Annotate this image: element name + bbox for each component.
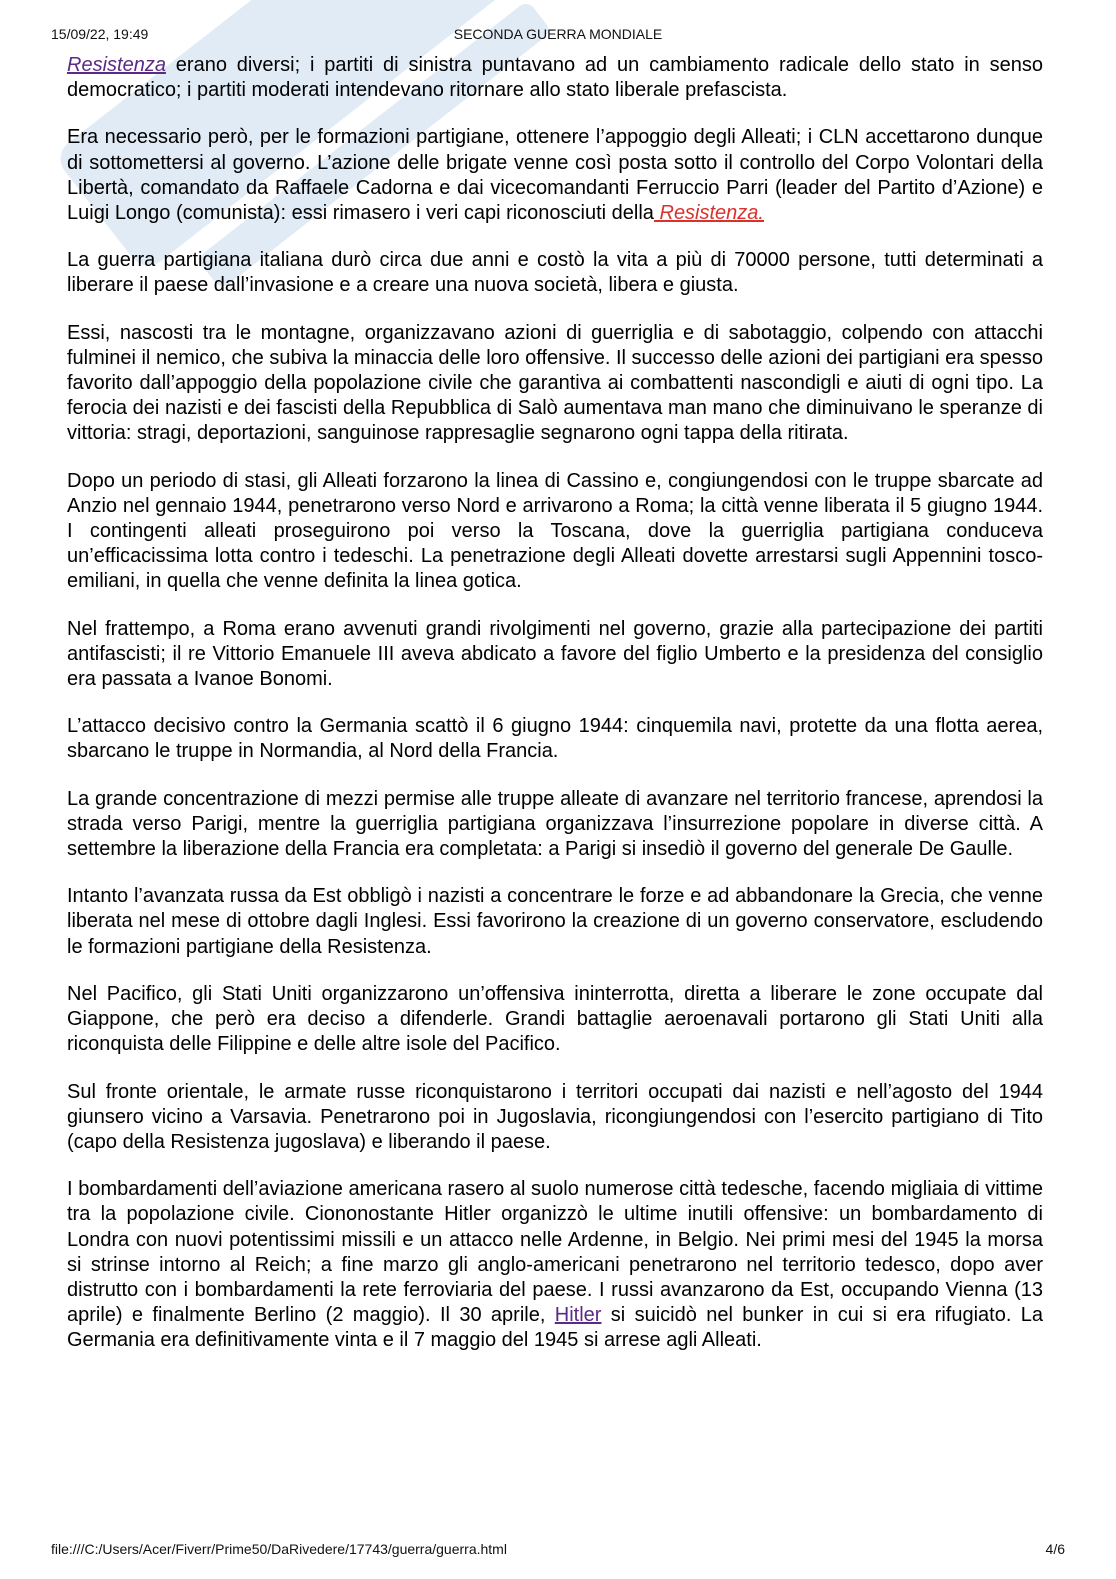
paragraph-5: Dopo un periodo di stasi, gli Alleati forzarono la linea di Cassino e, congiungendosi con le truppe sbarcate ad Anzio nel gennaio 1944, penetrarono verso Nord e arrivarono a Roma; la città venne liberata il 5 giugno 1944. I contingenti alleati proseguirono poi verso la Toscana, dove la guerriglia partigiana conduceva un’efficacissima lotta contro i tedeschi. La penetrazione degli Alleati dovette arrestarsi sugli Appennini tosco-emiliani, in quella che venne definita la linea gotica.	[67, 469, 1043, 593]
paragraph-9: Intanto l’avanzata russa da Est obbligò i nazisti a concentrare le forze e ad abbandonare la Grecia, che venne liberata nel mese di ottobre dagli Inglesi. Essi favorirono la creazione di un governo conservatore, escludendo le formazioni partigiane della Resistenza.	[67, 885, 1043, 958]
print-datetime: 15/09/22, 19:49	[51, 26, 149, 42]
article-body	[67, 53, 1043, 1376]
hitler-link[interactable]: Hitler	[554, 1304, 602, 1327]
paragraph-2: Era necessario però, per le formazioni partigiane, ottenere l’appoggio degli Alleati; i CLN accettarono dunque di sottomettersi al governo. L’azione delle brigate venne così posta sotto il controllo del Corpo Volontari della Libertà, comandato da Raffaele Cadorna e dai vicecomandanti Ferruccio Parri (leader del Partito d’Azione) e Luigi Longo (comunista): essi rimasero i veri capi riconosciuti della Resistenza.	[67, 126, 1043, 225]
page-number: 4/6	[1045, 1541, 1065, 1557]
page-header	[51, 26, 1065, 46]
paragraph-10: Nel Pacifico, gli Stati Uniti organizzarono un’offensiva ininterrotta, diretta a liberare le zone occupate dal Giappone, che però era deciso a difenderle. Grandi battaglie aeroenavali portarono gli Stati Uniti alla riconquista delle Filippine e delle altre isole del Pacifico.	[67, 982, 1043, 1056]
document-title: SECONDA GUERRA MONDIALE	[453, 26, 663, 42]
paragraph-1: Resistenza erano diversi; i partiti di sinistra puntavano ad un cambiamento radicale dello stato in senso democratico; i partiti moderati intendevano ritornare allo stato liberale prefascista.	[67, 54, 1043, 102]
paragraph-3: La guerra partigiana italiana durò circa due anni e costò la vita a più di 70000 persone, tutti determinati a liberare il paese dall’invasione e a creare una nuova società, libera e giusta.	[67, 249, 1043, 297]
paragraph-7: L’attacco decisivo contro la Germania scattò il 6 giugno 1944: cinquemila navi, protette da una flotta aerea, sbarcano le truppe in Normandia, al Nord della Francia.	[67, 715, 1043, 763]
paragraph-4: Essi, nascosti tra le montagne, organizzavano azioni di guerriglia e di sabotaggio, colpendo con attacchi fulminei il nemico, che subiva la minaccia delle loro offensive. Il successo delle azioni dei partigiani era spesso favorito dall’appoggio della popolazione civile che garantiva ai combattenti nascondigli e aiuti di ogni tipo. La ferocia dei nazisti e dei fascisti della Repubblica di Salò aumentava man mano che diminuivano le speranze di vittoria: stragi, deportazioni, sanguinose rappresaglie segnarono ogni tappa della ritirata.	[67, 321, 1043, 445]
file-path: file:///C:/Users/Acer/Fiverr/Prime50/DaRivedere/17743/guerra/guerra.html	[51, 1541, 507, 1557]
paragraph-6: Nel frattempo, a Roma erano avvenuti grandi rivolgimenti nel governo, grazie alla partecipazione dei partiti antifascisti; il re Vittorio Emanuele III aveva abdicato a favore del figlio Umberto e la presidenza del consiglio era passata a Ivanoe Bonomi.	[67, 617, 1043, 691]
resistenza-link-2[interactable]: Resistenza.	[653, 202, 764, 225]
page-footer	[51, 1541, 1065, 1561]
resistenza-link[interactable]: Resistenza	[67, 54, 166, 76]
paragraph-8: La grande concentrazione di mezzi permise alle truppe alleate di avanzare nel territorio francese, aprendosi la strada verso Parigi, mentre la guerriglia partigiana organizzava l’insurrezione popolare in diverse città. A settembre la liberazione della Francia era completata: a Parigi si insediò il governo del generale De Gaulle.	[67, 787, 1043, 861]
paragraph-11: Sul fronte orientale, le armate russe riconquistarono i territori occupati dai nazisti e nell’agosto del 1944 giunsero vicino a Varsavia. Penetrarono poi in Jugoslavia, ricongiungendosi con l’esercito partigiano di Tito (capo della Resistenza jugoslava) e liberando il paese.	[67, 1080, 1043, 1153]
paragraph-12: I bombardamenti dell’aviazione americana rasero al suolo numerose città tedesche, facendo migliaia di vittime tra la popolazione civile. Ciononostante Hitler organizzò le ultime inutili offensive: un bombardamento di Londra con nuovi potentissimi missili e un attacco nelle Ardenne, in Belgio. Nei primi mesi del 1945 la morsa si strinse intorno al Reich; a fine marzo gli anglo-americani penetrarono nel territorio tedesco, dopo aver distrutto con i bombardamenti la rete ferroviaria del paese. I russi avanzarono da Est, occupando Vienna (13 aprile) e finalmente Berlino (2 maggio). Il 30 aprile, Hitler si suicidò nel bunker in cui si era rifugiato. La Germania era definitivamente vinta e il 7 maggio del 1945 si arrese agli Alleati.	[67, 1178, 1043, 1352]
